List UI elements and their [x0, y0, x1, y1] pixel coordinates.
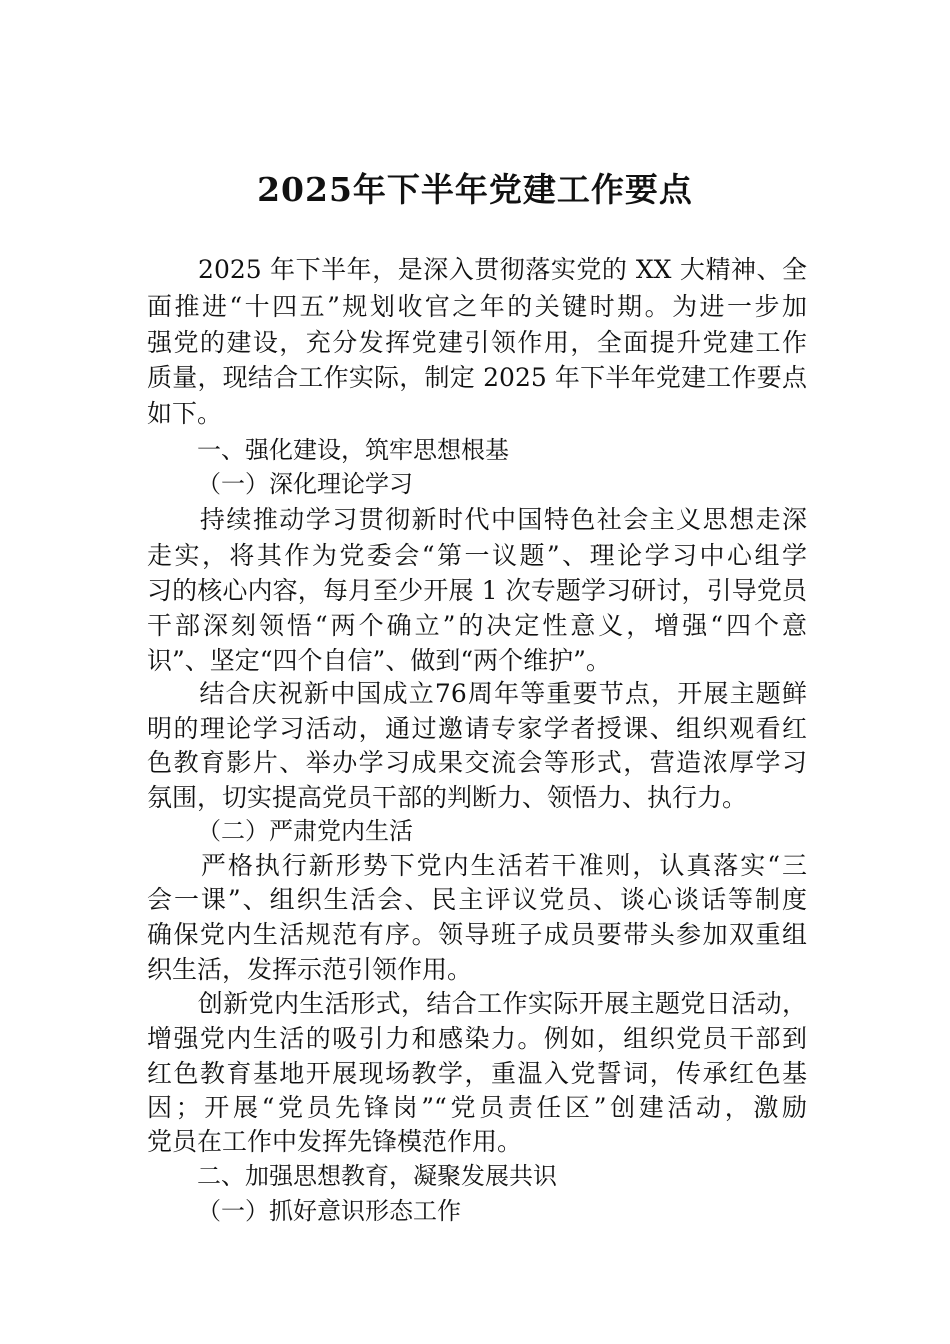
paragraph-line: 氛围，切实提高党员干部的判断力、领悟力、执行力。: [147, 783, 748, 812]
paragraph-line: 因；开展“党员先锋岗”“党员责任区”创建活动，激励: [147, 1093, 807, 1122]
paragraph-line: 明的理论学习活动，通过邀请专家学者授课、组织观看红: [147, 714, 807, 743]
section-heading-1: 一、强化建设，筑牢思想根基: [197, 436, 509, 464]
intro-line: 质量，现结合工作实际，制定 2025 年下半年党建工作要点: [147, 363, 807, 392]
document-title: 2025年下半年党建工作要点: [257, 170, 693, 209]
paragraph-line: 创新党内生活形式，结合工作实际开展主题党日活动，: [147, 989, 807, 1018]
paragraph-line: 红色教育基地开展现场教学，重温入党誓词，传承红色基: [147, 1059, 807, 1088]
intro-line: 强党的建设，充分发挥党建引领作用，全面提升党建工作: [147, 328, 807, 357]
intro-line: 如下。: [147, 399, 223, 428]
paragraph-line: 确保党内生活规范有序。领导班子成员要带头参加双重组: [147, 920, 807, 949]
paragraph-line: 持续推动学习贯彻新时代中国特色社会主义思想走深: [147, 505, 807, 534]
paragraph-line: 织生活，发挥示范引领作用。: [147, 955, 473, 984]
intro-line: 2025 年下半年，是深入贯彻落实党的 XX 大精神、全: [147, 255, 807, 284]
paragraph-line: 增强党内生活的吸引力和感染力。例如，组织党员干部到: [147, 1024, 807, 1053]
paragraph-line: 会一课”、组织生活会、民主评议党员、谈心谈话等制度: [147, 885, 807, 914]
paragraph-line: 走实，将其作为党委会“第一议题”、理论学习中心组学: [147, 541, 807, 570]
paragraph-line: 干部深刻领悟“两个确立”的决定性意义，增强“四个意: [147, 611, 807, 640]
paragraph-line: 识”、坚定“四个自信”、做到“两个维护”。: [147, 646, 611, 675]
subsection-heading-2-1: （一）抓好意识形态工作: [197, 1197, 461, 1225]
paragraph-line: 习的核心内容，每月至少开展 1 次专题学习研讨，引导党员: [147, 576, 807, 605]
paragraph-line: 严格执行新形势下党内生活若干准则，认真落实“三: [147, 851, 807, 880]
subsection-heading-1-1: （一）深化理论学习: [197, 470, 413, 498]
subsection-heading-1-2: （二）严肃党内生活: [197, 817, 413, 845]
paragraph-line: 党员在工作中发挥先锋模范作用。: [147, 1127, 523, 1156]
paragraph-line: 色教育影片、举办学习成果交流会等形式，营造浓厚学习: [147, 748, 807, 777]
paragraph-line: 结合庆祝新中国成立76周年等重要节点，开展主题鲜: [147, 679, 807, 708]
intro-line: 面推进“十四五”规划收官之年的关键时期。为进一步加: [147, 292, 807, 321]
section-heading-2: 二、加强思想教育，凝聚发展共识: [197, 1162, 557, 1190]
